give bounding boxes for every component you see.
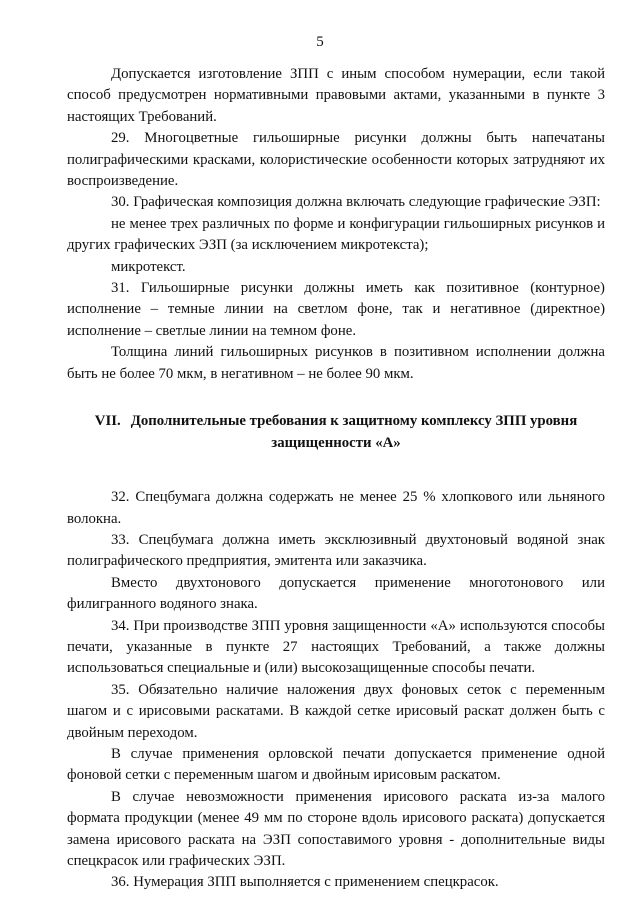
paragraph-34: 34. При производстве ЗПП уровня защищенности «А» используются способы печати, указанные в пункте 27 настоящих Требований, а также должны использоваться специальные и (или) высокозащищенные способы печати. xyxy=(67,617,605,677)
paragraph-31-line-thickness: Толщина линий гильоширных рисунков в позитивном исполнении должна быть не более 70 мкм, в негативном – не более 90 мкм. xyxy=(67,344,605,382)
paragraph-33-alternative: Вместо двухтонового допускается применение многотонового или филигранного водяного знака. xyxy=(67,574,605,613)
paragraph-33: 33. Спецбумага должна иметь эксклюзивный двухтоновый водяной знак полиграфического предприятия, эмитента или заказчика. xyxy=(67,531,605,570)
document-body xyxy=(67,64,605,894)
paragraph-35: 35. Обязательно наличие наложения двух фоновых сеток с переменным шагом и с ирисовыми раскатами. В каждой сетке ирисовый раскат должен быть с двойным переходом. xyxy=(67,681,605,741)
section-number: VII. xyxy=(94,413,121,430)
paragraph-31: 31. Гильоширные рисунки должны иметь как позитивное (контурное) исполнение – темные линии на светлом фоне, так и негативное (директное) исполнение – светлые линии на темном фоне. xyxy=(67,280,605,339)
paragraph-36: 36. Нумерация ЗПП выполняется с применением спецкрасок. xyxy=(111,874,499,891)
paragraph-30-item-microtext: микротекст. xyxy=(111,258,186,275)
section-title: Дополнительные требования к защитному комплексу ЗПП уровня защищенности «А» xyxy=(130,413,578,452)
paragraph-30: 30. Графическая композиция должна включать следующие графические ЭЗП: xyxy=(111,194,601,211)
page-number: 5 xyxy=(316,34,324,50)
paragraph-35-small-format: В случае невозможности применения ирисового раската из-за малого формата продукции (менее 49 мм по стороне вдоль ирисового раската) допускается замена ирисового раската на ЭЗП сопоставимого уровня - дополнительные виды спецкрасок или графических ЭЗП. xyxy=(67,788,605,869)
paragraph-numbering-note: Допускается изготовление ЗПП с иным способом нумерации, если такой способ предусмотрен нормативными правовыми актами, указанными в пункте 3 настоящих Требований. xyxy=(67,66,605,125)
paragraph-30-item-guilloche: не менее трех различных по форме и конфигурации гильоширных рисунков и других графических ЭЗП (за исключением микротекста); xyxy=(67,215,605,254)
paragraph-35-orlov-print: В случае применения орловской печати допускается применение одной фоновой сетки с переменным шагом и двойным ирисовым раскатом. xyxy=(67,745,605,784)
paragraph-29: 29. Многоцветные гильоширные рисунки должны быть напечатаны полиграфическими красками, колористические особенности которых затрудняют их воспроизведение. xyxy=(67,130,605,190)
paragraph-32: 32. Спецбумага должна содержать не менее 25 % хлопкового или льняного волокна. xyxy=(67,489,605,527)
section-heading xyxy=(67,410,605,454)
